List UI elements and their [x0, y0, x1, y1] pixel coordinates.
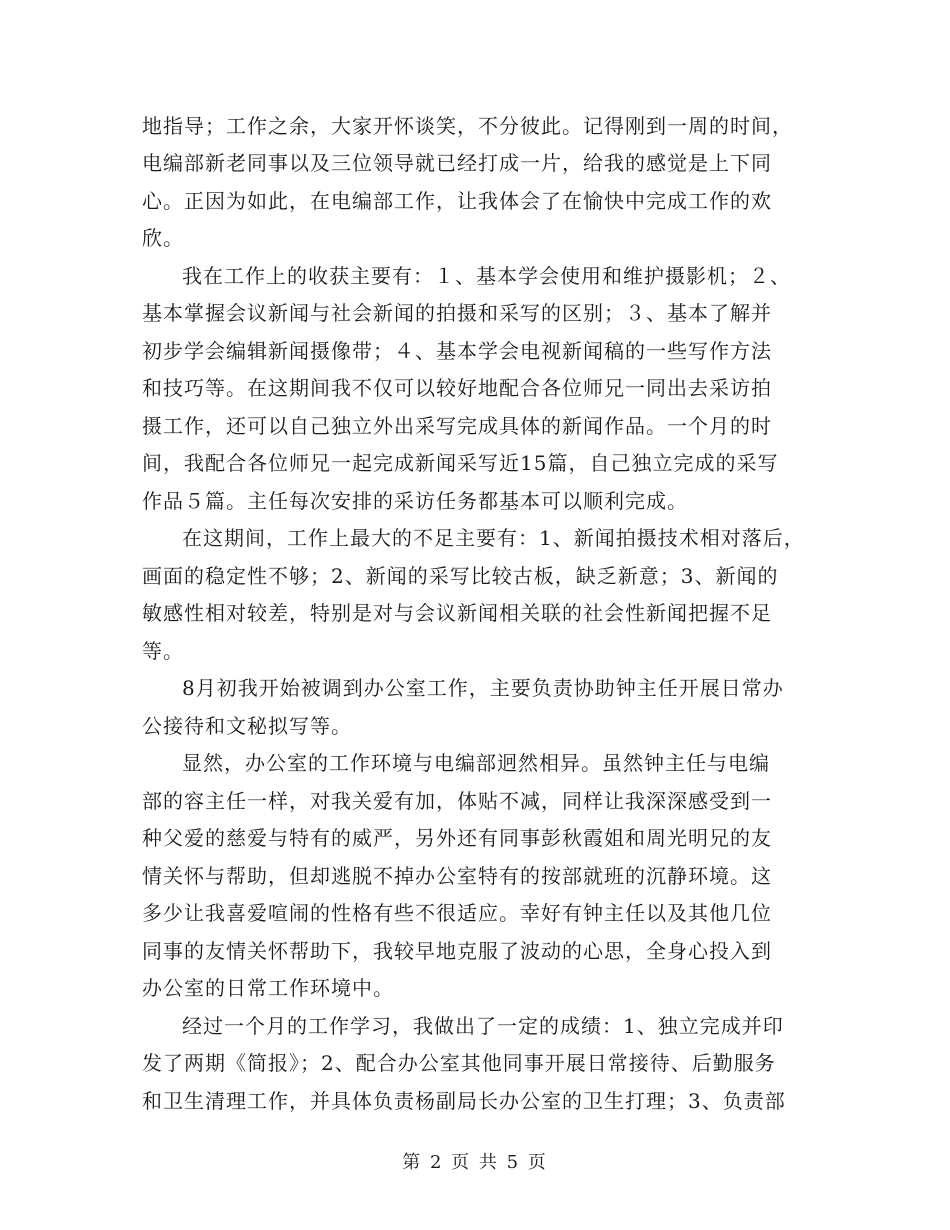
text-line: 经过一个月的工作学习，我做出了一定的成绩：1、独立完成并印	[182, 1014, 784, 1038]
text-line: 在这期间，工作上最大的不足主要有：1、新闻拍摄技术相对落后，	[182, 526, 805, 550]
page-number: 第 2 页 共 5 页	[402, 1152, 548, 1173]
text-line: 初步学会编辑新闻摄像带；４、基本学会电视新闻稿的一些写作方法	[142, 339, 772, 363]
text-line: 欣。	[142, 226, 184, 250]
text-line: 基本掌握会议新闻与社会新闻的拍摄和采写的区别；３、基本了解并	[142, 301, 772, 325]
text-line: 敏感性相对较差，特别是对与会议新闻相关联的社会性新闻把握不足	[142, 601, 772, 625]
text-line: 显然，办公室的工作环境与电编部迥然相异。虽然钟主任与电编	[182, 751, 770, 775]
text-line: 办公室的日常工作环境中。	[142, 976, 394, 1000]
text-line: 等。	[142, 639, 184, 663]
text-line: 地指导；工作之余，大家开怀谈笑，不分彼此。记得刚到一周的时间，	[142, 114, 793, 138]
text-line: 和卫生清理工作，并具体负责杨副局长办公室的卫生打理；3、负责部	[142, 1089, 786, 1113]
text-line: 部的容主任一样，对我关爱有加，体贴不减，同样让我深深感受到一	[142, 789, 772, 813]
text-line: 画面的稳定性不够；2、新闻的采写比较古板，缺乏新意；3、新闻的	[142, 564, 779, 588]
text-line: 情关怀与帮助，但却逃脱不掉办公室特有的按部就班的沉静环境。这	[142, 864, 772, 888]
text-line: 公接待和文秘拟写等。	[142, 714, 352, 738]
text-line: 发了两期《简报》；2、配合办公室其他同事开展日常接待、后勤服务	[142, 1051, 776, 1075]
text-line: 心。正因为如此，在电编部工作，让我体会了在愉快中完成工作的欢	[142, 189, 772, 213]
text-line: 我在工作上的收获主要有：１、基本学会使用和维护摄影机；２、	[182, 264, 791, 288]
text-line: 同事的友情关怀帮助下，我较早地克服了波动的心思，全身心投入到	[142, 939, 772, 963]
text-line: 多少让我喜爱喧闹的性格有些不很适应。幸好有钟主任以及其他几位	[142, 901, 772, 925]
text-line: 间，我配合各位师兄一起完成新闻采写近15篇，自己独立完成的采写	[142, 451, 779, 475]
text-line: 和技巧等。在这期间我不仅可以较好地配合各位师兄一同出去采访拍	[142, 376, 772, 400]
text-line: 8月初我开始被调到办公室工作，主要负责协助钟主任开展日常办	[182, 676, 784, 700]
text-line: 作品５篇。主任每次安排的采访任务都基本可以顺利完成。	[142, 489, 688, 513]
text-line: 电编部新老同事以及三位领导就已经打成一片，给我的感觉是上下同	[142, 151, 772, 175]
text-line: 摄工作，还可以自己独立外出采写完成具体的新闻作品。一个月的时	[142, 414, 772, 438]
text-line: 种父爱的慈爱与特有的威严，另外还有同事彭秋霞姐和周光明兄的友	[142, 826, 772, 850]
